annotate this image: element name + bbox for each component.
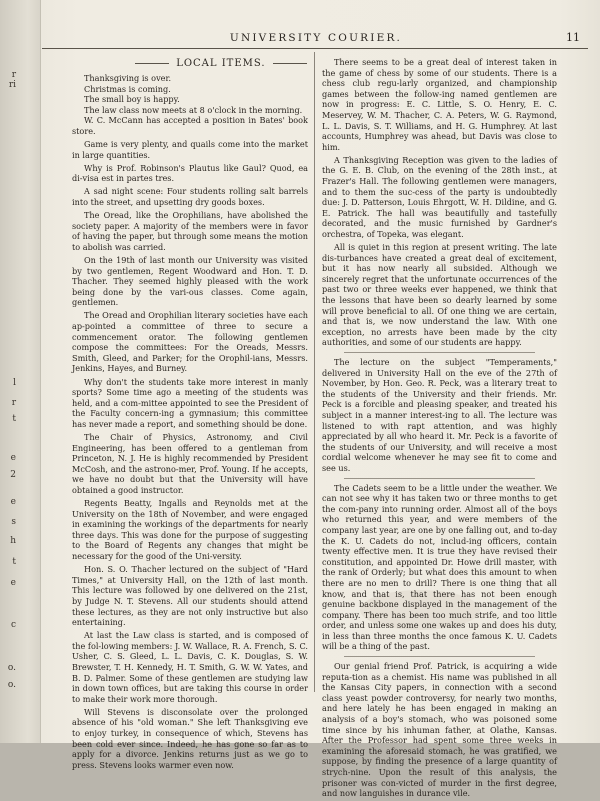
news-item: Why don't the students take more interest in manly sports? Some time ago a meeting of the students was held, and a com-mittee appointed to see the President of the Faculty concern-ing a gymnasium; this committee has never made a report, and something should be done. — [72, 376, 308, 429]
margin-fragment: o. — [7, 663, 16, 673]
margin-fragment: l — [13, 378, 16, 388]
title-ornament — [135, 63, 169, 64]
news-item: All is quiet in this region at present writing. The late dis-turbances have created a great deal of excitement, but it has now nearly all subsided. Although we sincerely regret that the unfortunate occurrences of the past two or three weeks ever happened, we think that the lessons that have been so dearly learned by some will prove beneficial to all. Of one thing we are certain, and that is, we now understand the law. With one exception, no arrests have been made by the city authorities, and some of our students are happy. — [322, 242, 557, 348]
news-item: Hon. S. O. Thacher lectured on the subject of "Hard Times," at University Hall, on the 12th of last month. This lecture was followed by one delivered on the 21st, by Judge N. T. Stevens. All our students should attend these lectures, as they are not only instructive but also entertaining. — [72, 564, 308, 628]
news-item: At last the Law class is started, and is composed of the fol-lowing members: J. W. Wallace, R. A. French, S. C. Usher, C. S. Gleed, L. L. Davis, C. K. Douglas, S. W. Brewster, T. H. Kennedy, H. T. Smith, G. W. W. Yates, and B. D. Palmer. Some of these gentlemen are studying law in down town offices, but are taking this course in order to make their work more thorough. — [72, 630, 308, 704]
news-item: W. C. McCann has accepted a position in Bates' book store. — [72, 115, 308, 136]
news-item: A Thanksgiving Reception was given to the ladies of the G. E. B. Club, on the evening of the 28th inst., at Frazer's Hall. The following gentlemen were managers, and to them the suc-cess of the party is undoubtedly due: J. D. Patterson, Louis Ehrgott, W. H. Dildine, and G. E. Patrick. The hall was beautifully and tastefully decorated, and the music furnished by Gardner's orchestra, of Topeka, was elegant. — [322, 154, 557, 239]
news-item: The small boy is happy. — [84, 94, 180, 105]
page-number: 11 — [566, 31, 580, 44]
news-item: Regents Beatty, Ingalls and Reynolds met at the University on the 18th of November, and were engaged in examining the workings of the departments for nearly three days. This was done for the purpose of suggesting to the Board of Regents any changes that might be necessary for the good of the Uni-versity. — [72, 498, 308, 562]
section-title-text: LOCAL ITEMS. — [176, 58, 266, 69]
news-item: A sad night scene: Four students rolling salt barrels into the street, and upsetting dry goods boxes. — [72, 186, 308, 208]
item-separator — [344, 656, 535, 657]
margin-fragment: c — [10, 620, 16, 630]
page-header — [42, 32, 590, 46]
header-rule — [42, 48, 588, 49]
margin-fragment: s — [11, 517, 16, 527]
margin-fragment: t — [12, 414, 16, 424]
news-item: The Oread and Orophilian literary societies have each ap-pointed a committee of three to secure a commencement orator. The following gentlemen compose the committees: For the Oreads, Messrs. Smith, Gleed, and Parker; for the Orophil-ians, Messrs. Jenkins, Hayes, and Burney. — [72, 310, 308, 374]
news-item: Game is very plenty, and quails come into the market in large quantities. — [72, 139, 308, 160]
item-separator — [344, 352, 535, 353]
news-item: Christmas is coming. — [84, 83, 171, 94]
news-item: The lecture on the subject "Temperaments," delivered in University Hall on the eve of the 27th of November, by Hon. Geo. R. Peck, was a literary treat to the students of the University and their friends. Mr. Peck is a forcible and pleasing speaker, and treated his subject in a manner interest-ing to all. The lecture was listened to with rapt attention, and was highly appreciated by all who heard it. Mr. Peck is a favorite of the students of our University, and will receive a most cordial welcome whenever he may see fit to come and see us. — [322, 357, 557, 473]
column-divider — [314, 52, 315, 692]
title-ornament — [273, 63, 307, 64]
margin-fragment: 2 — [10, 470, 16, 480]
margin-fragment: e — [10, 578, 16, 588]
newspaper-title: UNIVERSITY COURIER. — [229, 32, 403, 44]
margin-fragment: o. — [7, 680, 16, 690]
margin-fragment: e — [10, 453, 16, 463]
news-item: Will Stevens is disconsolate over the prolonged absence of his "old woman." She left Thanksgiving eve to enjoy turkey, in consequence of which, Stevens has been cold ever since. Indeed, he has gone so far as to apply for a divorce. Jenkins returns just as we go to press. Stevens looks warmer even now. — [72, 706, 308, 770]
margin-fragment: e — [10, 497, 16, 507]
page-binding — [0, 0, 41, 743]
margin-fragment: h — [10, 536, 16, 546]
margin-fragment: r — [11, 398, 16, 408]
news-item: Thanksgiving is over. — [84, 73, 172, 83]
right-column — [322, 57, 557, 801]
news-item: The Chair of Physics, Astronomy, and Civil Engineering, has been offered to a gentleman from Princeton, N. J. He is highly recommended by President McCosh, and the astrono-mer, Prof. Young. If he accepts, we have no doubt but that the University will have obtained a good instructor. — [72, 432, 308, 495]
news-item: There seems to be a great deal of interest taken in the game of chess by some of our students. There is a chess club regu-larly organized, and championship games between the follow-ing named gentlemen are now in progress: E. C. Little, S. O. Henry, E. C. Meservey, W. M. Thacher, C. A. Peters, W. G. Raymond, L. L. Davis, S. T. Williams, and H. G. Humphrey. At last accounts, Humphrey was ahead, but Davis was close to him. — [322, 57, 557, 152]
margin-fragment: ri — [8, 80, 16, 90]
margin-fragment: r — [11, 70, 16, 80]
section-title — [132, 58, 310, 69]
left-column — [72, 73, 308, 773]
news-item: On the 19th of last month our University was visited by two gentlemen, Regent Woodward and Hon. T. D. Thacher. They seemed highly pleased with the work being done by the vari-ous classes. Come again, gentlemen. — [72, 255, 308, 308]
news-item: The Oread, like the Orophilians, have abolished the society paper. A majority of the members were in favor of having the paper, but through some means the motion to abolish was carried. — [72, 210, 308, 252]
news-item: Why is Prof. Robinson's Plautus like Gaul? Quod, ea di-visa est in partes tres. — [72, 162, 308, 184]
news-item: The law class now meets at 8 o'clock in the morning. — [84, 104, 303, 115]
margin-fragment: t — [12, 557, 16, 567]
news-item: Our genial friend Prof. Patrick, is acquiring a wide reputa-tion as a chemist. His name was published in all the Kansas City papers, in connection with a second class yeast powder controversy, for nearly two months, and here lately he has been engaged in making an analysis of a boy's stomach, who was poisoned some time since by his inhuman father, at Olathe, Kansas. After the Professor had spent some three weeks in examining the aforesaid stomach, he was gratified, we suppose, by finding the presence of a large quantity of strych-nine. Upon the result of this analysis, the prisoner was con-victed of murder in the first degree, and now languishes in durance vile. — [322, 661, 557, 799]
item-separator — [344, 478, 535, 479]
news-item: The Cadets seem to be a little under the weather. We can not see why it has taken two or three months to get the com-pany into running order. Almost all of the boys who returned this year, and were members of the company last year, are one by one falling out, and to-day the K. U. Cadets do not, includ-ing officers, contain twenty effective men. It is true they have revised their constitution, and appointed Dr. Howe drill master, with the rank of Orderly; but what does this amount to when there are no men to drill? There is one thing that all know, and that is, that there has not been enough genuine backbone displayed in the management of the company. There has been too much strife, and too little order, and unless some one wakes up and does his duty, in less than three months the once famous K. U. Cadets will be a thing of the past. — [322, 482, 557, 652]
